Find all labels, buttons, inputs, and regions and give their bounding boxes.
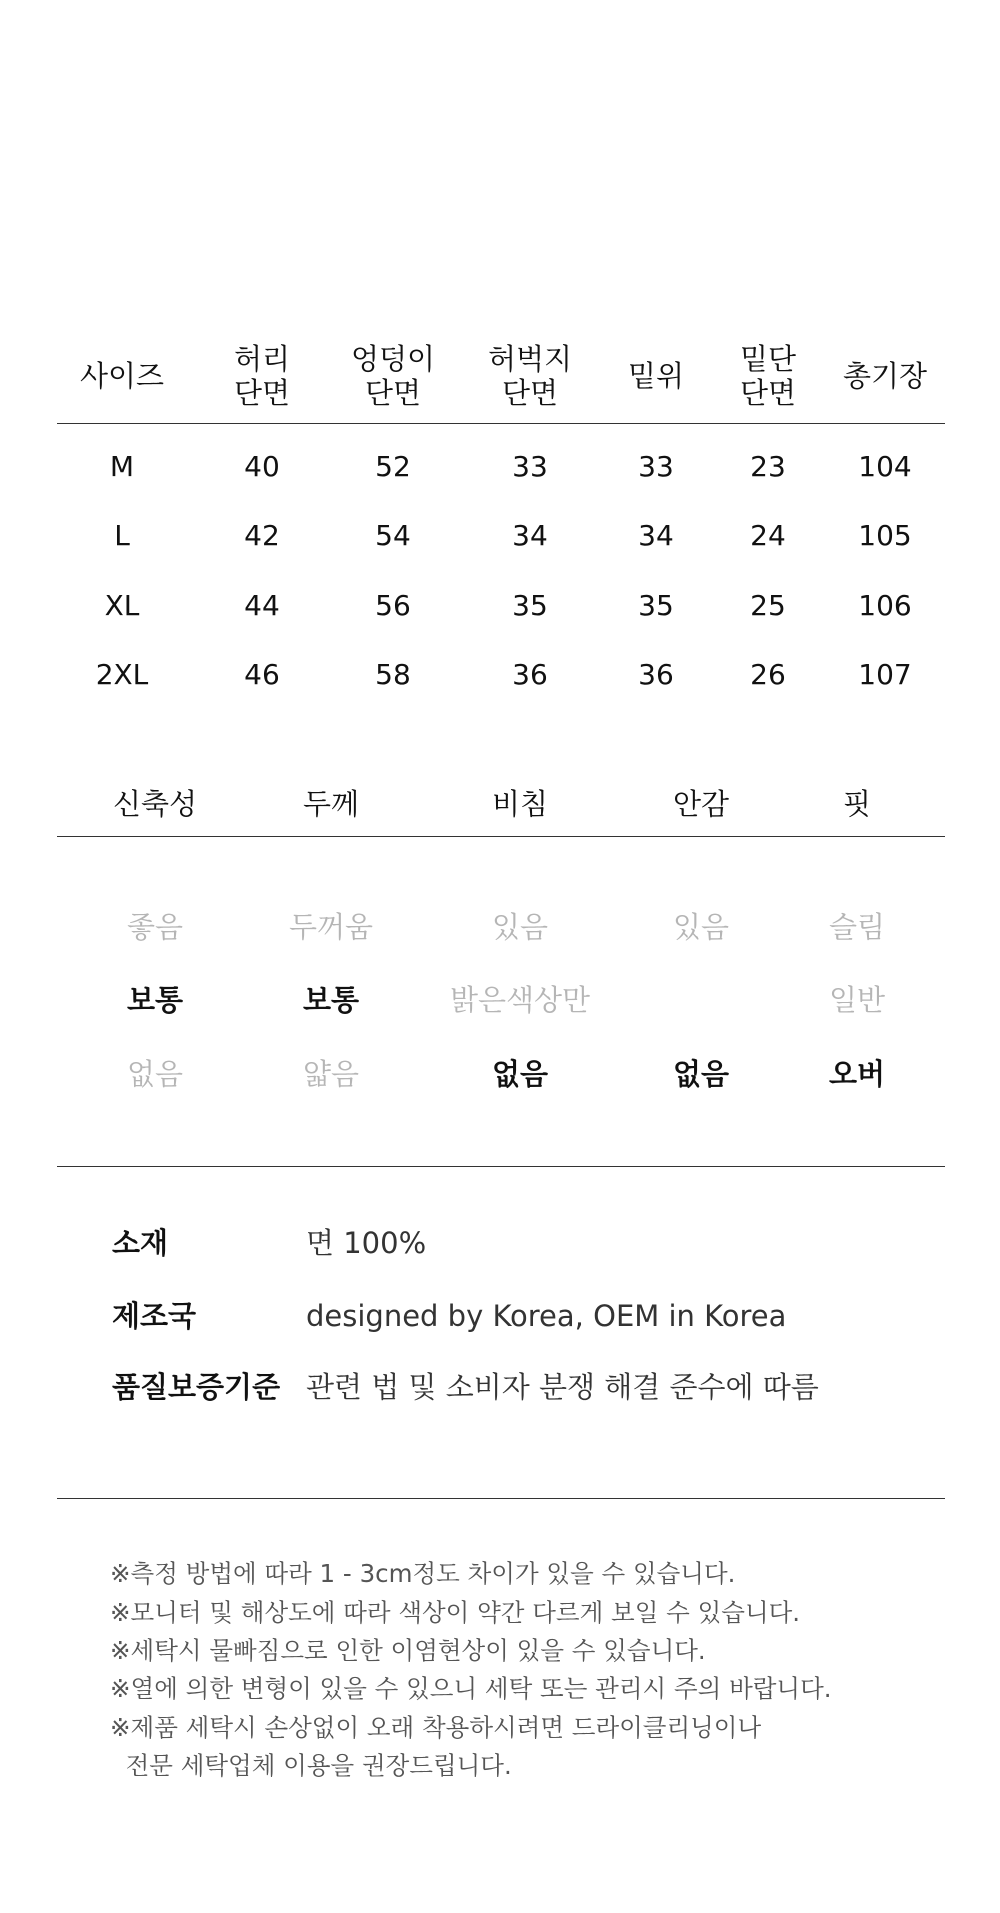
attr-header-lining: 안감	[672, 787, 730, 821]
table-cell: 42	[244, 519, 280, 552]
table-cell: 40	[244, 450, 280, 483]
size-header-hem: 밑단 단면	[739, 342, 797, 410]
table-cell: 35	[638, 589, 674, 622]
material-label: 소재	[112, 1226, 169, 1260]
table-cell: L	[114, 519, 130, 552]
table-cell: 52	[375, 450, 411, 483]
table-cell: 107	[858, 658, 912, 691]
material-value: 면 100%	[306, 1226, 427, 1260]
table-cell: 105	[858, 519, 912, 552]
material-divider-top	[57, 1166, 945, 1167]
attr-option: 없음	[126, 1057, 184, 1091]
size-header-waist: 허리 단면	[233, 342, 291, 410]
table-cell: 56	[375, 589, 411, 622]
attr-header-thickness: 두께	[302, 787, 360, 821]
attr-option: 있음	[672, 910, 730, 944]
table-cell: XL	[104, 589, 140, 622]
origin-label: 제조국	[112, 1299, 197, 1333]
notes-divider	[57, 1498, 945, 1499]
care-note: 전문 세탁업체 이용을 권장드립니다.	[110, 1751, 512, 1780]
attr-option: 좋음	[126, 910, 184, 944]
attr-header-fit: 핏	[842, 787, 871, 821]
attributes-divider	[57, 836, 945, 837]
table-cell: 46	[244, 658, 280, 691]
attr-option: 오버	[828, 1057, 886, 1091]
table-cell: 58	[375, 658, 411, 691]
care-note: ※모니터 및 해상도에 따라 색상이 약간 다르게 보일 수 있습니다.	[110, 1598, 801, 1627]
table-cell: 25	[750, 589, 786, 622]
size-table-divider	[57, 423, 945, 424]
attr-option: 없음	[672, 1057, 730, 1091]
attr-option: 두꺼움	[288, 910, 374, 944]
origin-value: designed by Korea, OEM in Korea	[306, 1299, 787, 1333]
attr-option: 보통	[302, 983, 360, 1017]
quality-standard-label: 품질보증기준	[112, 1370, 281, 1404]
table-cell: 34	[512, 519, 548, 552]
attr-option: 밝은색상만	[449, 983, 591, 1017]
attr-header-stretch: 신축성	[112, 787, 198, 821]
table-cell: 36	[638, 658, 674, 691]
table-cell: M	[109, 450, 135, 483]
care-note: ※제품 세탁시 손상없이 오래 착용하시려면 드라이클리닝이나	[110, 1713, 762, 1742]
care-note: ※열에 의한 변형이 있을 수 있으니 세탁 또는 관리시 주의 바랍니다.	[110, 1674, 832, 1703]
attr-option: 있음	[491, 910, 549, 944]
attr-option: 일반	[828, 983, 886, 1017]
table-cell: 54	[375, 519, 411, 552]
attr-header-seethrough: 비침	[491, 787, 549, 821]
table-cell: 23	[750, 450, 786, 483]
attr-option: 없음	[491, 1057, 549, 1091]
table-cell: 34	[638, 519, 674, 552]
table-cell: 44	[244, 589, 280, 622]
quality-standard-value: 관련 법 및 소비자 분쟁 해결 준수에 따름	[306, 1370, 819, 1404]
size-header-rise: 밑위	[627, 359, 685, 393]
table-cell: 36	[512, 658, 548, 691]
size-header-hip: 엉덩이 단면	[350, 342, 436, 410]
attr-option: 슬림	[828, 910, 886, 944]
care-note: ※측정 방법에 따라 1 - 3cm정도 차이가 있을 수 있습니다.	[110, 1559, 736, 1588]
table-cell: 104	[858, 450, 912, 483]
table-cell: 33	[512, 450, 548, 483]
size-header-length: 총기장	[842, 359, 928, 393]
attr-option: 얇음	[302, 1057, 360, 1091]
care-note: ※세탁시 물빠짐으로 인한 이염현상이 있을 수 있습니다.	[110, 1636, 706, 1665]
table-cell: 24	[750, 519, 786, 552]
attr-option: 보통	[126, 983, 184, 1017]
size-header-size: 사이즈	[79, 359, 165, 393]
table-cell: 26	[750, 658, 786, 691]
table-cell: 106	[858, 589, 912, 622]
table-cell: 33	[638, 450, 674, 483]
table-cell: 2XL	[95, 658, 149, 691]
size-header-thigh: 허벅지 단면	[487, 342, 573, 410]
table-cell: 35	[512, 589, 548, 622]
